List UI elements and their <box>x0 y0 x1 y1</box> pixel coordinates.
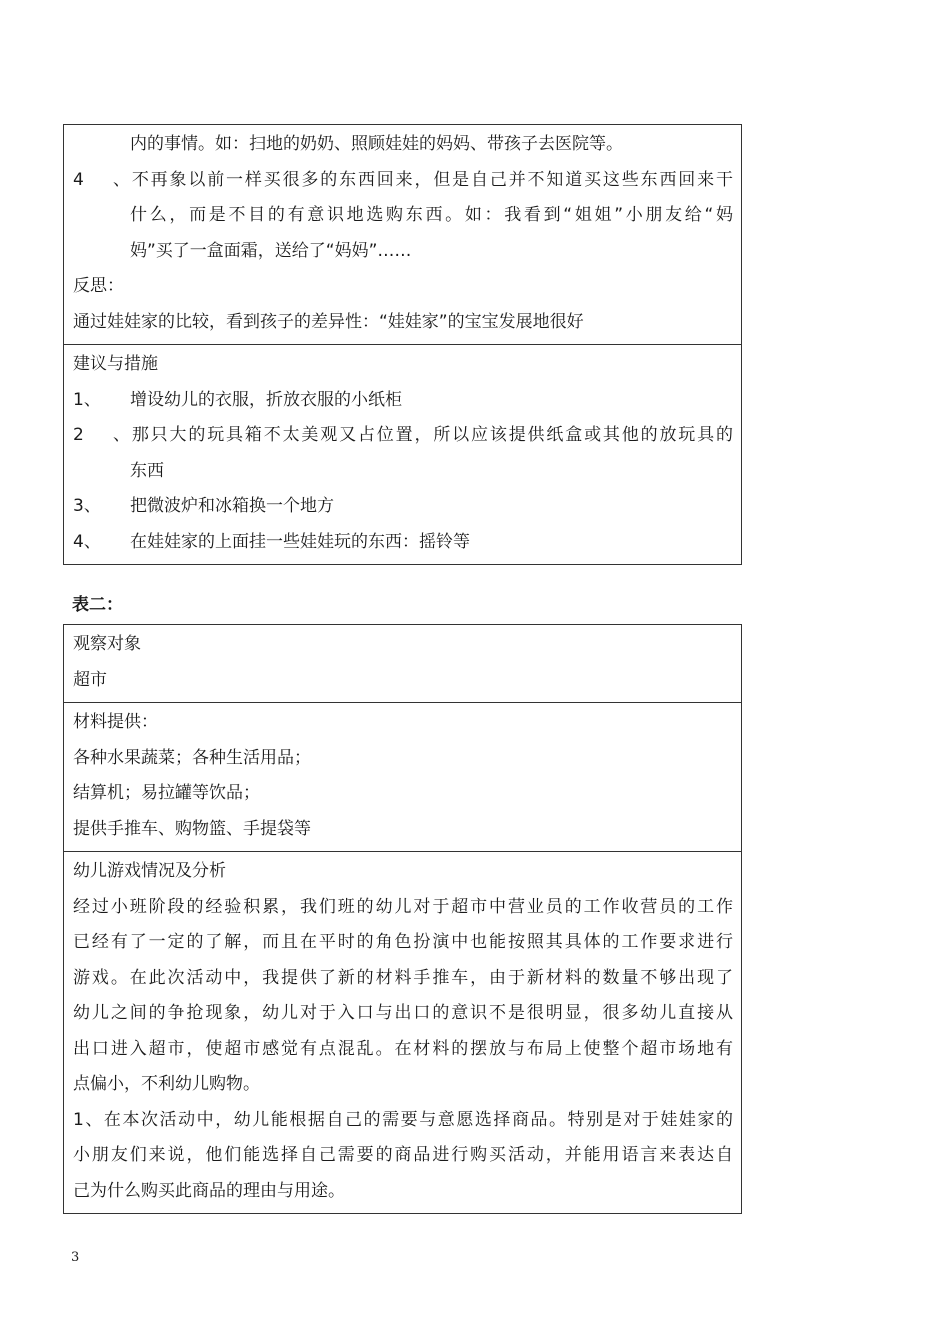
analysis-line: 点偏小，不利幼儿购物。 <box>73 1074 260 1094</box>
materials-label: 材料提供： <box>73 712 158 732</box>
item-text: 妈”买了一盒面霜，送给了“妈妈”…… <box>130 240 412 261</box>
observe-cell <box>64 625 741 702</box>
page-number: 3 <box>71 1250 80 1265</box>
item-number: 3、 <box>73 496 101 516</box>
analysis-line: 出口进入超市，使超市感觉有点混乱。在材料的摆放与布局上使整个超市场地有 <box>73 1038 733 1059</box>
analysis-line: 经过小班阶段的经验积累，我们班的幼儿对于超市中营业员的工作收营员的工作 <box>73 896 733 917</box>
suggestions-title: 建议与措施 <box>73 354 158 374</box>
item-number: 1、 <box>73 389 101 410</box>
item-text: 什么，而是不目的有意识地选购东西。如：我看到“姐姐”小朋友给“妈 <box>130 205 733 225</box>
item-text: 东西 <box>130 460 164 481</box>
materials-line: 提供手推车、购物篮、手提袋等 <box>73 818 311 839</box>
item-number: 4、 <box>73 169 130 190</box>
analysis-line: 已经有了一定的了解，而且在平时的角色扮演中也能按照其具体的工作要求进行 <box>73 932 733 952</box>
observe-label: 观察对象 <box>73 634 141 654</box>
reflection-text: 通过娃娃家的比较，看到孩子的差异性：“娃娃家”的宝宝发展地很好 <box>73 311 584 332</box>
item-text: 那只大的玩具箱不太美观又占位置，所以应该提供纸盒或其他的放玩具的 <box>130 425 733 445</box>
table-2 <box>63 624 742 1214</box>
analysis-cell <box>64 851 741 1213</box>
analysis-line: 1、在本次活动中，幼儿能根据自己的需要与意愿选择商品。特别是对于娃娃家的 <box>73 1109 733 1130</box>
item-number: 2、 <box>73 425 130 445</box>
analysis-line: 己为什么购买此商品的理由与用途。 <box>73 1180 345 1201</box>
item-number: 4、 <box>73 531 101 552</box>
list-item <box>73 163 733 270</box>
materials-line: 各种水果蔬菜；各种生活用品； <box>73 747 311 768</box>
item-text: 不再象以前一样买很多的东西回来，但是自己并不知道买这些东西回来干 <box>130 169 733 190</box>
continuation-line: 内的事情。如：扫地的奶奶、照顾娃娃的妈妈、带孩子去医院等。 <box>130 134 623 154</box>
analysis-title: 幼儿游戏情况及分析 <box>73 861 226 881</box>
materials-line: 结算机；易拉罐等饮品； <box>73 783 260 803</box>
materials-cell <box>64 702 741 851</box>
table-2-heading: 表二： <box>72 595 123 615</box>
suggestions-cell <box>64 344 741 564</box>
observe-value: 超市 <box>73 669 107 690</box>
analysis-line: 小朋友们来说，他们能选择自己需要的商品进行购买活动，并能用语言来表达自 <box>73 1145 733 1165</box>
reflection-label: 反思： <box>73 276 124 296</box>
table1-observation-cell <box>64 125 741 344</box>
analysis-line: 游戏。在此次活动中，我提供了新的材料手推车，由于新材料的数量不够出现了 <box>73 967 733 988</box>
item-text: 增设幼儿的衣服，折放衣服的小纸柜 <box>130 389 402 410</box>
table-1 <box>63 124 742 565</box>
item-text: 在娃娃家的上面挂一些娃娃玩的东西：摇铃等 <box>130 531 470 552</box>
analysis-line: 幼儿之间的争抢现象，幼儿对于入口与出口的意识不是很明显，很多幼儿直接从 <box>73 1003 733 1023</box>
item-text: 把微波炉和冰箱换一个地方 <box>130 496 334 516</box>
